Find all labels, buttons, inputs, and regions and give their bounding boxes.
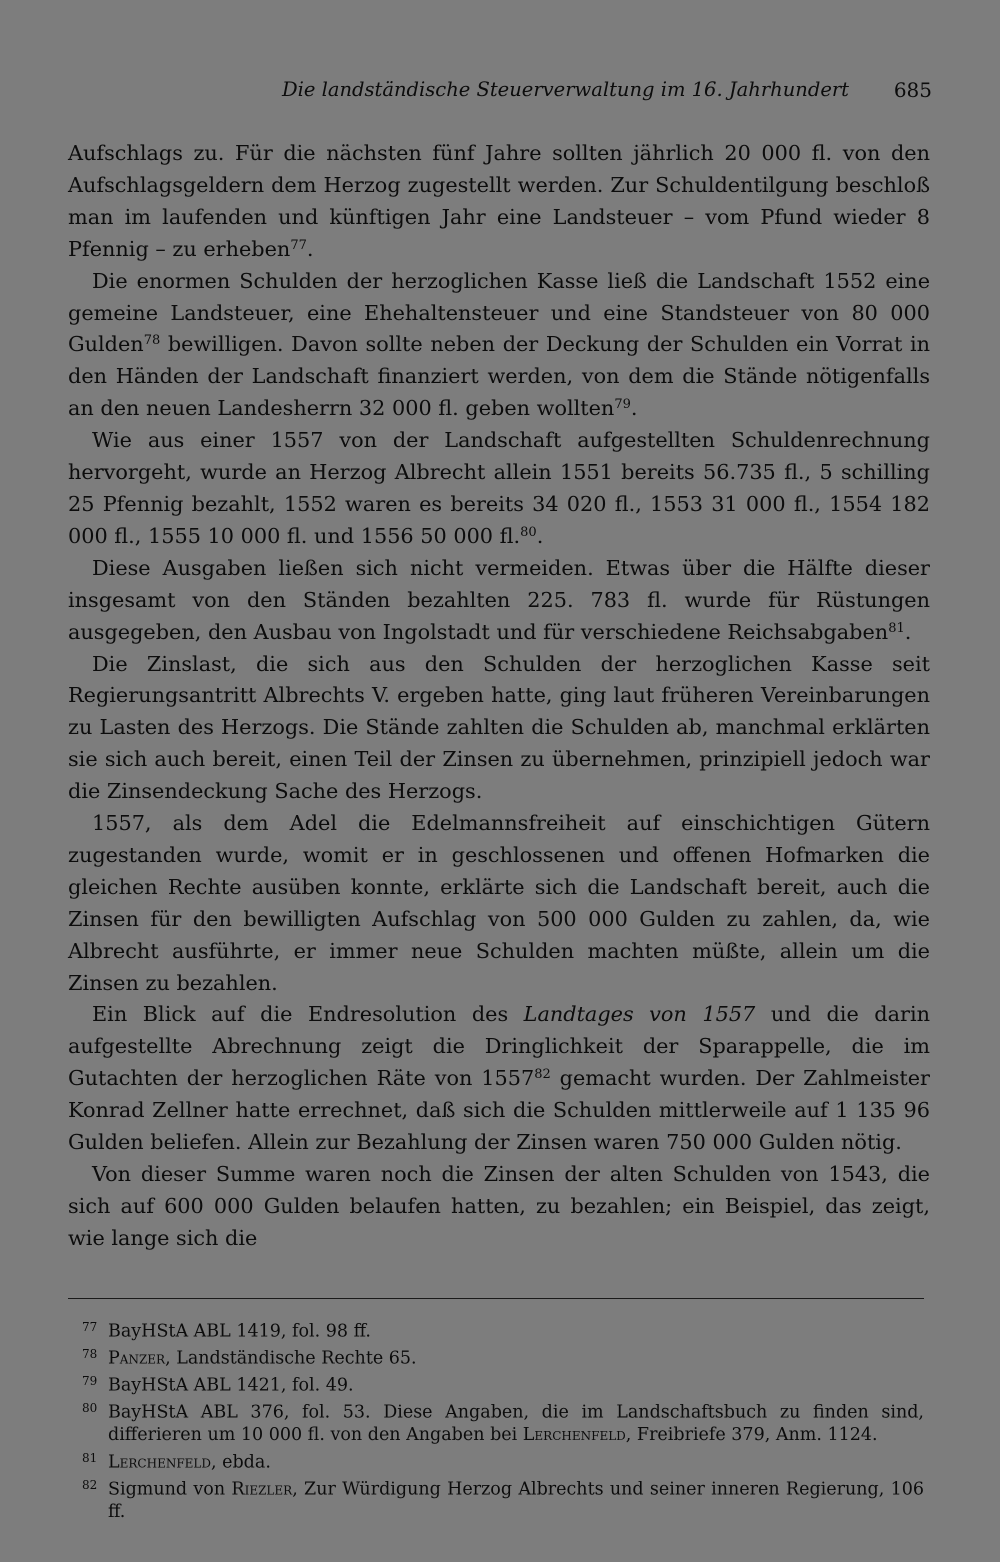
footnote — [68, 1397, 924, 1447]
paragraph — [68, 808, 930, 999]
paragraph-text: Die enormen Schulden der herzoglichen Kasse ließ die Landschaft 1552 eine gemeine Landsteuer, eine Ehehaltensteuer und eine Standsteuer von 80 000 Gulden — [68, 268, 930, 357]
footnote — [68, 1316, 924, 1343]
footnote-text: , Landständische Rechte 65. — [165, 1348, 417, 1369]
footnote-reference: 77 — [290, 237, 307, 253]
footnote-text: BayHStA ABL 376, fol. 53. Diese Angaben, die im Landschaftsbuch zu finden sind, differieren um 10 000 fl. von den Angaben bei — [108, 1402, 924, 1445]
footnote-text: BayHStA ABL 1419, fol. 98 ff. — [108, 1321, 371, 1342]
running-header — [70, 76, 932, 108]
footnote-text: BayHStA ABL 1421, fol. 49. — [108, 1375, 354, 1396]
footnote-text: Sigmund von — [108, 1478, 232, 1499]
footnote-reference: 79 — [614, 397, 631, 413]
paragraph-text: Von dieser Summe waren noch die Zinsen der alten Schulden von 1543, die sich auf 600 000 Gulden belaufen hatten, zu bezahlen; ein Beispiel, das zeigt, wie lange sich die — [68, 1162, 930, 1250]
paragraph — [68, 553, 930, 649]
paragraph-text: Die Zinslast, die sich aus den Schulden der herzoglichen Kasse seit Regierungsantritt Albrechts V. ergeben hatte, ging laut früheren Vereinbarungen zu Lasten des Herzogs. Die Stände zahlten die Schulden ab, manchmal erklärten sie sich auch bereit, einen Teil der Zinsen zu übernehmen, prinzipiell jedoch war die Zinsendeckung Sache des Herzogs. — [68, 651, 930, 804]
paragraph-text: Ein Blick auf die Endresolution des — [92, 1002, 524, 1027]
paragraph-text: . — [306, 236, 314, 261]
paragraph — [68, 1159, 930, 1255]
author-name: Riezler — [231, 1478, 293, 1499]
footnote-text: , ebda. — [211, 1451, 271, 1472]
main-text — [68, 138, 930, 1255]
footnote-text: , Zur Würdigung Herzog Albrechts und seiner inneren Regierung, 106 ff. — [108, 1478, 924, 1522]
footnote-number: 77 — [82, 1320, 98, 1334]
footnote — [68, 1370, 924, 1397]
author-name: Lerchenfeld — [522, 1424, 626, 1445]
paragraph-text: . — [904, 619, 912, 644]
paragraph-text: 1557, als dem Adel die Edelmannsfreiheit auf einschichtigen Gütern zugestanden wurde, womit er in geschlossenen und offenen Hofmarken die gleichen Rechte ausüben konnte, erklärte sich die Landschaft bereit, auch die Zinsen für den bewilligten Aufschlag von 500 000 Gulden zu zahlen, da, wie Albrecht ausführte, er immer neue Schulden machten müßte, allein um die Zinsen zu bezahlen. — [68, 811, 930, 995]
paragraph-text: Wie aus einer 1557 von der Landschaft aufgestellten Schuldenrechnung hervorgeht, wurde an Herzog Albrecht allein 1551 bereits 56.735 fl., 5 schilling 25 Pfennig bezahlt, 1552 waren es bereits 34 020 fl., 1553 31 000 fl., 1554 182 000 fl., 1555 10 000 fl. und 1556 50 000 fl. — [68, 428, 930, 548]
footnotes — [68, 1316, 924, 1523]
paragraph — [68, 425, 930, 553]
footnote — [68, 1447, 924, 1474]
footnote-separator — [68, 1298, 924, 1299]
footnote — [68, 1343, 924, 1370]
footnote-number: 80 — [82, 1400, 98, 1415]
running-title: Die landständische Steuerverwaltung im 16. Jahrhundert — [282, 78, 850, 101]
footnote-number: 82 — [82, 1477, 98, 1492]
paragraph-text: gemacht wurden. Der Zahlmeister Konrad Zellner hatte errechnet, daß sich die Schulden mittlerweile auf 1 135 96 Gulden beliefen. Allein zur Bezahlung der Zinsen waren 750 000 Gulden nötig. — [68, 1066, 930, 1155]
footnote-number: 79 — [82, 1373, 98, 1388]
footnote-reference: 80 — [520, 524, 537, 540]
paragraph-text: Aufschlags zu. Für die nächsten fünf Jahre sollten jährlich 20 000 fl. von den Aufschlagsgeldern dem Herzog zugestellt werden. Zur Schuldentilgung beschloß man im laufenden und künftigen Jahr eine Landsteuer – vom Pfund wieder 8 Pfennig – zu erheben — [68, 141, 930, 261]
footnote-number: 81 — [82, 1450, 98, 1465]
author-name: Lerchenfeld — [108, 1451, 211, 1472]
footnote-text: , Freibriefe 379, Anm. 1124. — [625, 1424, 878, 1445]
paragraph — [68, 649, 930, 809]
paragraph — [68, 999, 930, 1159]
paragraph — [68, 138, 930, 266]
page-number: 685 — [893, 78, 932, 102]
author-name: Panzer — [108, 1348, 166, 1369]
footnote-reference: 81 — [888, 620, 905, 636]
italic-title: Landtages von 1557 — [523, 1002, 756, 1027]
paragraph-text: . — [630, 396, 638, 421]
footnote — [68, 1474, 924, 1524]
paragraph-text: und die darin aufgestellte Abrechnung zeigt die Dringlichkeit der Sparappelle, die im Gutachten der herzoglichen Räte von 1557 — [68, 1002, 930, 1091]
paragraph — [68, 266, 930, 426]
footnote-number: 78 — [82, 1346, 98, 1361]
footnote-reference: 82 — [534, 1067, 551, 1083]
paragraph-text: bewilligen. Davon sollte neben der Deckung der Schulden ein Vorrat in den Händen der Landschaft finanziert werden, von dem die Stände nötigenfalls an den neuen Landesherrn 32 000 fl. geben wollten — [68, 332, 930, 421]
paragraph-text: Diese Ausgaben ließen sich nicht vermeiden. Etwas über die Hälfte dieser insgesamt von den Ständen bezahlten 225. 783 fl. wurde für Rüstungen ausgegeben, den Ausbau von Ingolstadt und für verschiedene Reichsabgaben — [68, 555, 930, 644]
paragraph-text: . — [536, 523, 544, 548]
footnote-reference: 78 — [143, 333, 161, 349]
